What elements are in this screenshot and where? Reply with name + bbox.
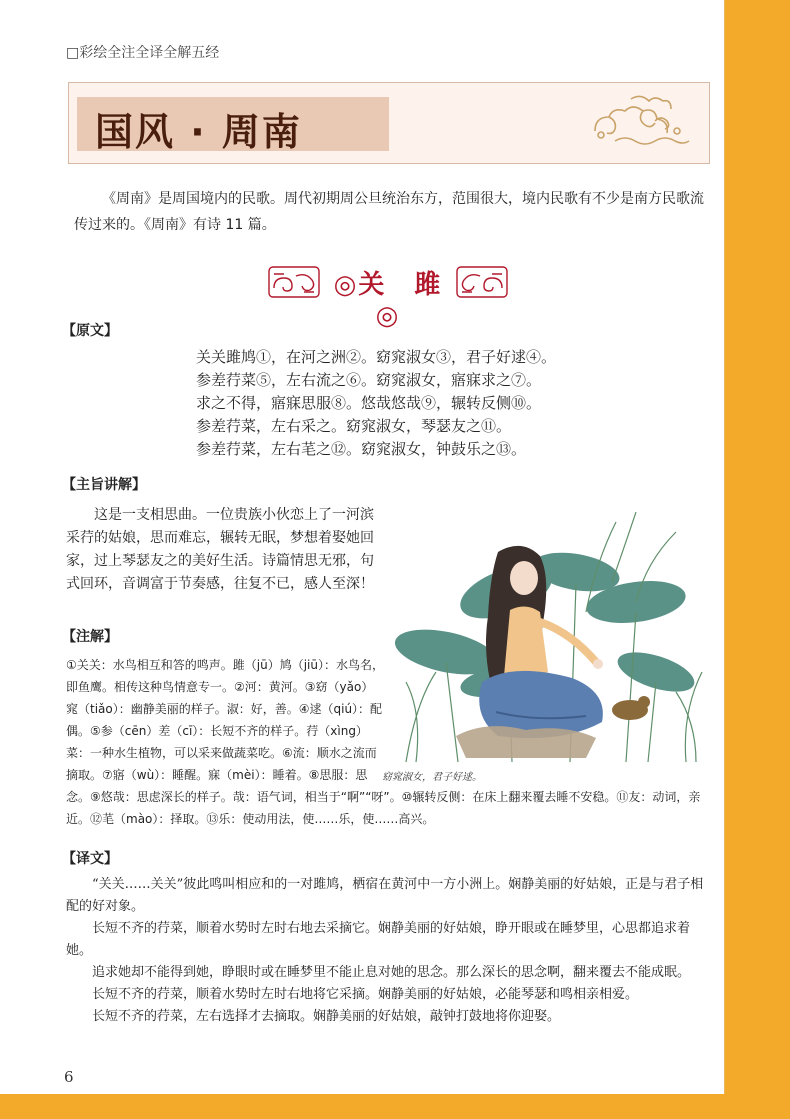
notes-text: ①关关：水鸟相互和答的鸣声。雎（jū）鸠（jiū）：水鸟名，即鱼鹰。相传这种鸟情意专一。②河：黄河。③窈（yǎo）窕（tiǎo）：幽静美丽的样子。淑：好，善。④逑（qiú）：配偶。⑤参（cēn）差（cī）：长短不齐的样子。荇（xìng）菜：一种水生植物，可以采来做蔬菜吃。⑥流：顺水之流而摘取。⑦寤（wù）：睡醒。寐（mèi）：睡着。⑧思服：思念。⑨悠哉：思虑深长的样子。哉：语气词，相当于“啊”“呀”。⑩辗转反侧：在床上翻来覆去睡不安稳。⑪友：动词，亲近。⑫芼（mào）：择取。⑬乐：使动用法，使……乐，使……高兴。 — [66, 658, 701, 826]
section-label-notes: 【注解】 — [62, 629, 118, 645]
chapter-intro: 《周南》是周国境内的民歌。周代初期周公旦统治东方，范围很大，境内民歌有不少是南方民歌流传过来的。《周南》有诗 11 篇。 — [74, 191, 704, 233]
cloud-scroll-ornament-right — [456, 266, 508, 298]
poem-title: ◎关 雎◎ — [333, 270, 443, 331]
section-label-translation: 【译文】 — [62, 851, 118, 867]
translation-paragraph: 追求她却不能得到她，睁眼时或在睡梦里不能止息对她的思念。那么深长的思念啊，翻来覆去不能成眠。 — [92, 965, 691, 980]
running-head: □彩绘全注全译全解五经 — [66, 45, 220, 61]
chapter-title-band — [77, 97, 389, 154]
poem-line: 关关雎鸠①，在河之洲②。窈窕淑女③，君子好逑④。 — [196, 348, 557, 366]
page-number: 6 — [64, 1068, 74, 1086]
translation-paragraph: 长短不齐的荇菜，左右选择才去摘取。娴静美丽的好姑娘，敲钟打鼓地将你迎娶。 — [92, 1009, 561, 1024]
poem-line: 参差荇菜⑤，左右流之⑥。窈窕淑女，寤寐求之⑦。 — [196, 371, 542, 389]
rocks — [456, 726, 596, 758]
maiden-picking-water-plants-illustration — [386, 512, 712, 766]
translation-text — [66, 874, 712, 1028]
poem-title-banner — [268, 262, 508, 331]
translation-paragraph: 长短不齐的荇菜，顺着水势时左时右地将它采摘。娴静美丽的好姑娘，必能琴瑟和鸣相亲相爱。 — [92, 987, 639, 1002]
translation-paragraph: 长短不齐的荇菜，顺着水势时左时右地去采摘它。娴静美丽的好姑娘，睁开眼或在睡梦里，心思都追求着她。 — [66, 921, 691, 958]
poem-line: 参差荇菜，左右采之。窈窕淑女，琴瑟友之⑪。 — [196, 417, 512, 435]
poem-line: 求之不得，寤寐思服⑧。悠哉悠哉⑨，辗转反侧⑩。 — [196, 394, 542, 412]
chapter-title-box — [68, 82, 710, 164]
poem-text — [196, 346, 616, 461]
theme-explanation: 这是一支相思曲。一位贵族小伙恋上了一河滨采荇的姑娘，思而难忘，辗转无眠，梦想着娶她回家，过上琴瑟友之的美好生活。诗篇情思无邪，句式回环，音调富于节奏感，往复不已，感人至深！ — [66, 507, 374, 592]
illustration-caption: 窈窕淑女，君子好逑。 — [382, 772, 482, 783]
section-label-original-text: 【原文】 — [62, 323, 118, 339]
poem-line: 参差荇菜，左右芼之⑫。窈窕淑女，钟鼓乐之⑬。 — [196, 440, 527, 458]
cloud-scroll-ornament-left — [268, 266, 320, 298]
section-label-theme: 【主旨讲解】 — [62, 477, 146, 493]
auspicious-cloud-ornament — [585, 91, 697, 155]
translation-paragraph: “关关……关关”彼此鸣叫相应和的一对雎鸠，栖宿在黄河中一方小洲上。娴静美丽的好姑娘，正是与君子相配的好对象。 — [66, 877, 704, 914]
chapter-title: 国风 · 周南 — [95, 110, 302, 154]
